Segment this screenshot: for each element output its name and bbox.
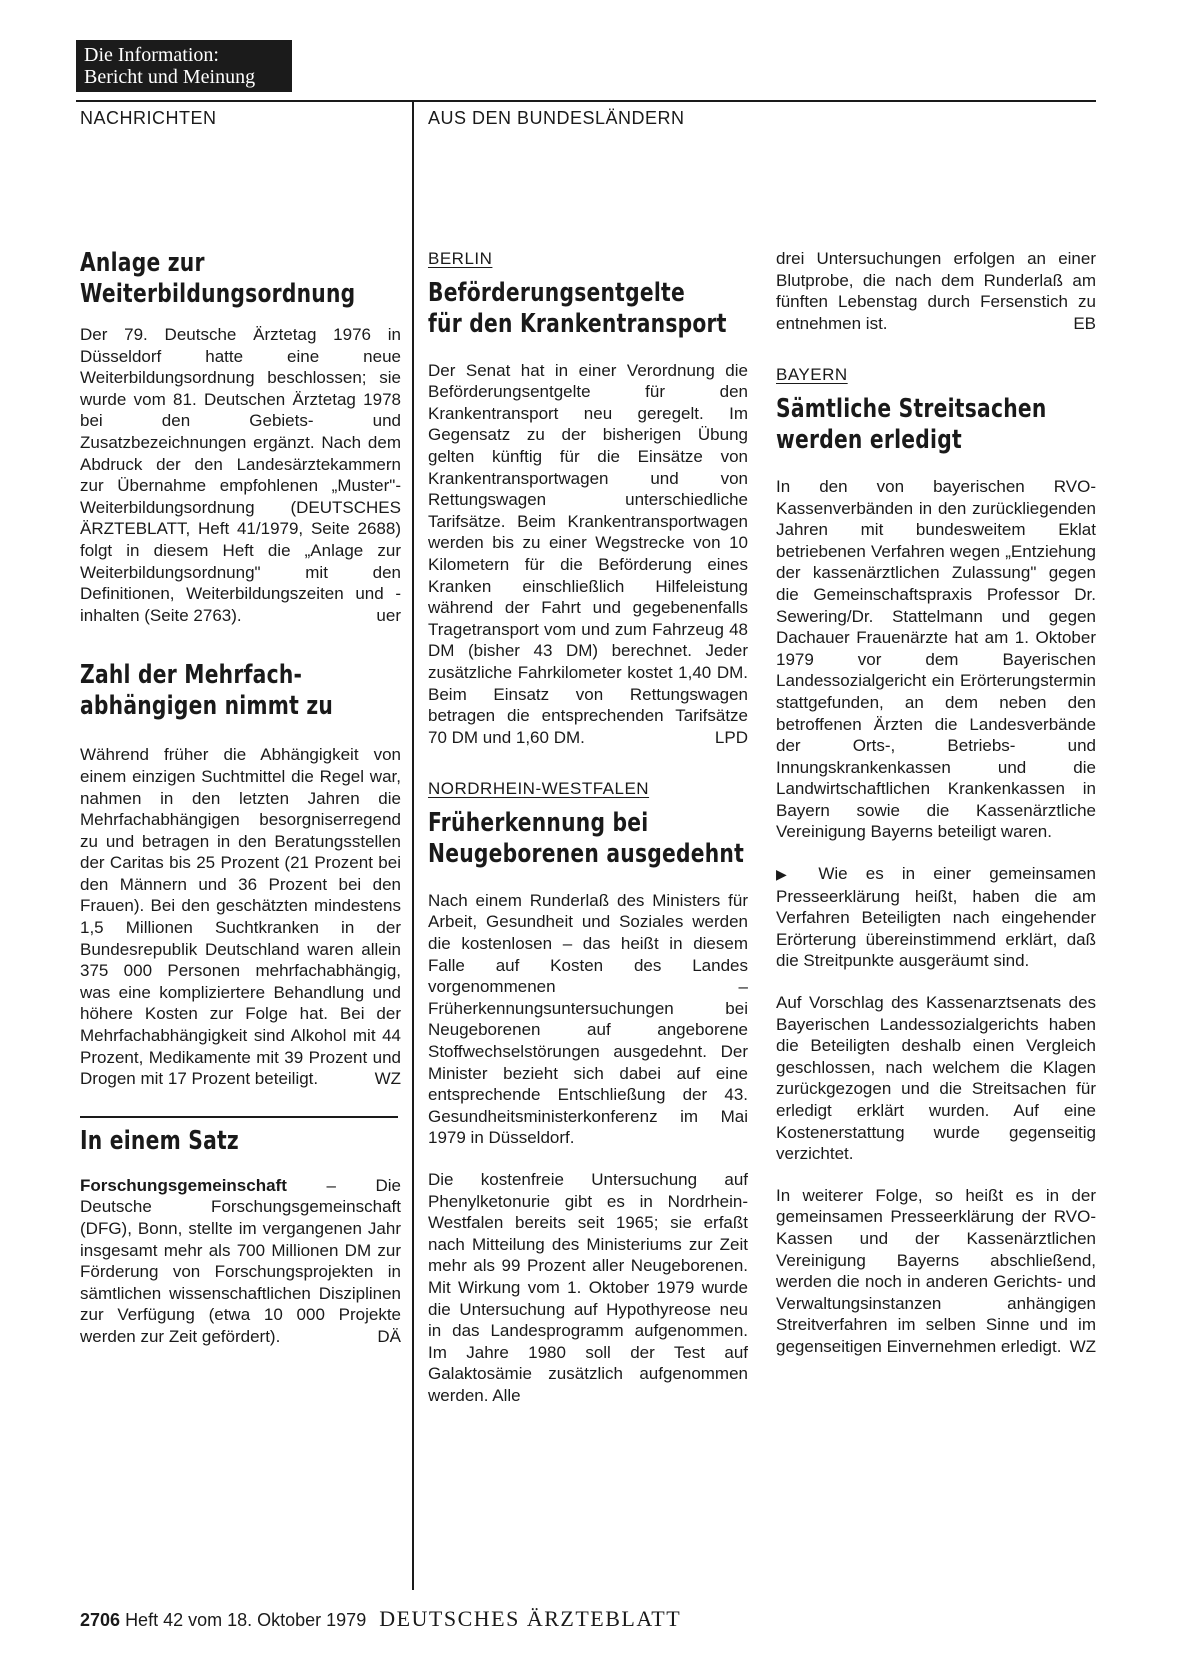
author-signature: WZ bbox=[1069, 1336, 1096, 1356]
page-footer bbox=[80, 1606, 681, 1632]
article-nrw bbox=[428, 778, 748, 1406]
article-body: Der Senat hat in einer Verordnung die Beförderungsentgelte für den Krankentransport neu geregelt. Im Gegensatz zu der bisherigen Übung gelten künftig für die Einsätze von Krankentransportwagen und von Rettungswagen unterschiedliche Tarifsätze. Beim Krankentransportwagen werden bis zu einer Wegstrecke von 10 Kilometern für die Beförderung eines Kranken einschließlich Hilfeleistung während der Fahrt und gegebenenfalls Tragetransport vom und zum Fahrzeug 48 DM (bisher 43 DM) berechnet. Jeder zusätzliche Fahrkilometer kostet 1,40 DM. Beim Einsatz von Rettungswagen betragen die entsprechenden Tarifsätze 70 DM und 1,60 DM. LPD bbox=[428, 360, 748, 747]
article-body: drei Untersuchungen erfolgen an einer Blutprobe, die nach dem Runderlaß am fünften Lebenstag durch Fersenstich zu entnehmen ist. EB bbox=[776, 249, 1096, 333]
region-label: BERLIN bbox=[428, 249, 493, 268]
article-bayern bbox=[776, 364, 1096, 1357]
article-body: ▶ Wie es in einer gemeinsamen Presseerklärung heißt, haben die am Verfahren Beteiligten nach eingehender Erörterung übereinstimmend erklärt, daß die Streitpunkte ausgeräumt sind. bbox=[776, 864, 1096, 971]
article-body: Der 79. Deutsche Ärztetag 1976 in Düsseldorf hatte eine neue Weiterbildungsordnung beschlossen; sie wurde vom 81. Deutschen Ärztetag 1978 bei den Gebiets- und Zusatzbezeichnungen ergänzt. Nach dem Abdruck der den Landesärztekammern zur Übernahme empfohlenen „Muster"-Weiterbildungsordnung (DEUTSCHES ÄRZTEBLATT, Heft 41/1979, Seite 2688) folgt in diesem Heft die „Anlage zur Weiterbildungsordnung" mit den Definitionen, Weiterbildungszeiten und -inhalten (Seite 2763). uer bbox=[80, 325, 401, 625]
article-title: In einem Satz bbox=[80, 1125, 239, 1156]
region-label: NORDRHEIN-WESTFALEN bbox=[428, 779, 650, 799]
article-body: Auf Vorschlag des Kassenarztsenats des Bayerischen Landessozialgerichts haben die Beteiligten deshalb einen Vergleich geschlossen, nach welchem die Klagen zurückgezogen und die Streitsachen für erledigt erklärt wurden. Auf eine Kostenerstattung wurde gegenseitig verzichtet. bbox=[776, 993, 1096, 1164]
author-signature: EB bbox=[1073, 313, 1096, 333]
column-divider bbox=[412, 100, 414, 1590]
page-number: 2706 bbox=[80, 1610, 121, 1630]
article-body: In den von bayerischen RVO-Kassenverbänden in den zurückliegenden Jahren mit bundesweitem Eklat betriebenen Verfahren wegen „Entziehung der kassenärztlichen Zulassung" gegen die Gemeinschaftspraxis Professor Dr. Sewering/Dr. Stattelmann und gegen Dachauer Frauenärzte hat am 1. Oktober 1979 vor dem Bayerischen Landessozialgericht ein Erörterungstermin stattgefunden, an dem neben den betroffenen Ärzten die Landesverbände der Orts-, Betriebs- und Innungskrankenkassen und die Landwirtschaftlichen Krankenkassen in Bayern sowie die Kassenärztliche Vereinigung Bayerns beteiligt waren. bbox=[776, 476, 1096, 842]
section-label-line1: Die Information: bbox=[84, 44, 219, 66]
article-in-einem-satz bbox=[80, 1126, 401, 1348]
section-label-line2: Bericht und Meinung bbox=[84, 66, 256, 88]
author-signature: WZ bbox=[374, 1069, 401, 1089]
column-1 bbox=[80, 248, 401, 1348]
header-rule bbox=[76, 100, 1096, 102]
section-title-news: NACHRICHTEN bbox=[80, 108, 217, 128]
article-body: Während früher die Abhängigkeit von einem einzigen Suchtmittel die Regel war, nahmen in den letzten Jahren die Mehrfachabhängigen besorgniserregend zu und betragen in den Beratungsstellen der Caritas bis 25 Prozent (21 Prozent bei den Männern und 36 Prozent bei den Frauen). Bei den geschätzten mindestens 1,5 Millionen Suchtkranken in der Bundesrepublik Deutschland waren allein 375 000 Personen mehrfachabhängig, was eine kompliziertere Behandlung und höhere Kosten zur Folge hat. Bei der Mehrfachabhängigkeit sind Alkohol mit 44 Prozent, Medikamente mit 39 Prozent und Drogen mit 17 Prozent beteiligt. WZ bbox=[80, 745, 401, 1089]
section-title-states: AUS DEN BUNDESLÄNDERN bbox=[428, 108, 685, 128]
column-2 bbox=[428, 248, 748, 1407]
triangle-bullet-icon: ▶ bbox=[776, 866, 801, 883]
article-title: Beförderungsentgelte für den Krankentransport bbox=[428, 277, 727, 339]
issue-info: Heft 42 vom 18. Oktober 1979 bbox=[125, 1610, 367, 1630]
article-body: Nach einem Runderlaß des Ministers für Arbeit, Gesundheit und Soziales werden die kostenlosen – das heißt in diesem Falle auf Kosten des Landes vorgenommenen – Früherkennungsuntersuchungen bei Neugeborenen auf angeborene Stoffwechselstörungen ausgedehnt. Der Minister bezieht sich dabei auf eine entsprechende Entschließung der 43. Gesundheitsministerkonferenz im Mai 1979 in Düsseldorf. bbox=[428, 890, 748, 1148]
article-title: Zahl der Mehrfach- abhängigen nimmt zu bbox=[80, 660, 334, 722]
article-nrw-continued bbox=[776, 248, 1096, 334]
article-mehrfachabhaengige bbox=[80, 660, 401, 1090]
article-body: Die kostenfreie Untersuchung auf Phenylketonurie gibt es in Nordrhein-Westfalen bereits seit 1965; sie erfaßt nach Mitteilung des Ministeriums zur Zeit mehr als 99 Prozent aller Neugeborenen. Mit Wirkung vom 1. Oktober 1979 wurde die Untersuchung auf Hypothyreose neu in das Landesprogramm aufgenommen. Im Jahre 1980 soll der Test auf Galaktosämie zusätzlich aufgenommen werden. Alle bbox=[428, 1170, 748, 1405]
lead-term: Forschungsgemeinschaft bbox=[80, 1175, 287, 1195]
article-title: Anlage zur Weiterbildungsordnung bbox=[80, 248, 356, 309]
section-label-box bbox=[76, 40, 292, 92]
article-body: Forschungsgemeinschaft – Die Deutsche Forschungsgemeinschaft (DFG), Bonn, stellte im vergangenen Jahr insgesamt mehr als 700 Millionen DM zur Förderung von Forschungsprojekten in sämtlichen wissenschaftlichen Disziplinen zur Verfügung (etwa 10 000 Projekte werden zur Zeit gefördert). DÄ bbox=[80, 1175, 401, 1346]
author-signature: LPD bbox=[714, 727, 748, 747]
article-title: Früherkennung bei Neugeborenen ausgedehnt bbox=[428, 807, 745, 869]
article-berlin bbox=[428, 248, 748, 748]
author-signature: DÄ bbox=[377, 1326, 401, 1346]
column-3 bbox=[776, 248, 1096, 1358]
masthead: DEUTSCHES ÄRZTEBLATT bbox=[379, 1606, 682, 1631]
region-label: BAYERN bbox=[776, 365, 848, 385]
article-weiterbildung bbox=[80, 248, 401, 626]
article-title: Sämtliche Streitsachen werden erledigt bbox=[776, 393, 1047, 455]
author-signature: uer bbox=[376, 605, 401, 625]
article-body: In weiterer Folge, so heißt es in der gemeinsamen Presseerklärung der RVO-Kassen und der Kassenärztlichen Vereinigung Bayerns abschließend, werden die noch in anderen Gerichts- und Verwaltungsinstanzen anhängigen Streitverfahren im selben Sinne und im gegenseitigen Einvernehmen erledigt. WZ bbox=[776, 1185, 1096, 1356]
